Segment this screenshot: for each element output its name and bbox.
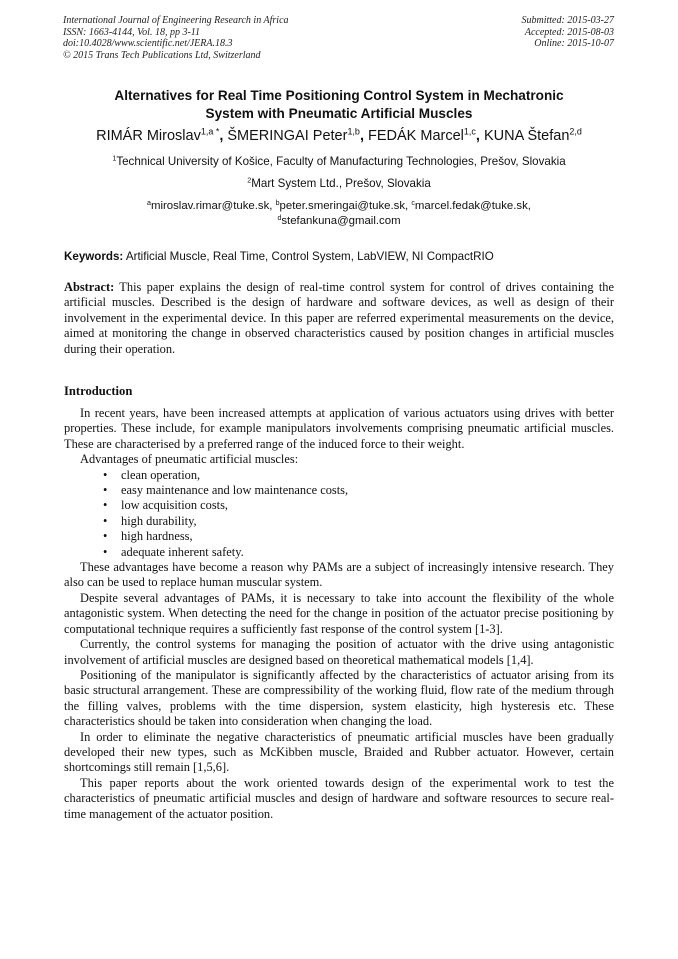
journal-header-right bbox=[522, 15, 615, 50]
email-mark: c bbox=[411, 199, 415, 207]
list-item bbox=[64, 498, 614, 513]
affiliation-mark: 1 bbox=[112, 153, 117, 163]
journal-issn: ISSN: 1663-4144, Vol. 18, pp 3-11 bbox=[63, 26, 201, 38]
author-affiliation-mark: 1,b bbox=[347, 126, 360, 137]
advantages-list bbox=[64, 468, 614, 560]
bullet: • bbox=[103, 529, 108, 544]
online-date: Online: 2015-10-07 bbox=[534, 38, 614, 50]
author-separator: , bbox=[475, 128, 484, 144]
email-address: stefankuna@gmail.com bbox=[281, 215, 401, 227]
author-affiliation-mark: 2,d bbox=[569, 126, 582, 137]
paragraph: Currently, the control systems for managing the position of actuator with the drive using antagonistic involvement of artificial muscles are designed based on theoretical mathematical models [1,4]. bbox=[64, 637, 614, 667]
title-line-1: Alternatives for Real Time Positioning Control System in Mechatronic bbox=[114, 88, 564, 103]
introduction-body bbox=[64, 406, 614, 822]
keywords-text: Artificial Muscle, Real Time, Control System, LabVIEW, NI CompactRIO bbox=[123, 250, 494, 263]
list-item bbox=[64, 483, 614, 498]
email-line-2 bbox=[20, 214, 658, 229]
bullet: • bbox=[103, 544, 108, 559]
email-line-1 bbox=[20, 199, 658, 214]
bullet: • bbox=[103, 467, 108, 482]
paragraph: In order to eliminate the negative characteristics of pneumatic artificial muscles have been gradually developed their new types, such as McKibben muscle, Braided and Rubber actuator. However, certain shortcomings still remain [1,5,6]. bbox=[64, 729, 614, 775]
paragraph: Despite several advantages of PAMs, it is necessary to take into account the flexibility of the whole antagonistic system. When detecting the need for the change in position of the actuator precise positioning by computational technique requires a sufficiently fast response of the control system [1-3]. bbox=[64, 590, 614, 636]
author-name: KUNA Štefan bbox=[483, 128, 570, 144]
bullet: • bbox=[103, 513, 108, 528]
list-item bbox=[64, 468, 614, 483]
author-list bbox=[20, 127, 658, 145]
email-mark: b bbox=[275, 199, 280, 207]
advantages-lead: Advantages of pneumatic artificial muscles: bbox=[80, 452, 299, 467]
list-item-text: adequate inherent safety. bbox=[121, 544, 244, 559]
bullet: • bbox=[103, 483, 108, 498]
keywords-label: Keywords: bbox=[64, 250, 124, 263]
email-address: peter.smeringai@tuke.sk, bbox=[279, 200, 412, 212]
email-mark: a bbox=[147, 199, 151, 207]
list-item bbox=[64, 514, 614, 529]
list-item-text: high durability, bbox=[121, 513, 197, 528]
list-item-text: high hardness, bbox=[121, 529, 193, 544]
keywords bbox=[64, 250, 616, 264]
submitted-date: Submitted: 2015-03-27 bbox=[521, 15, 614, 26]
abstract bbox=[64, 280, 614, 357]
journal-header-left bbox=[63, 15, 289, 61]
affiliation-text: Technical University of Košice, Faculty of Manufacturing Technologies, Prešov, Slovakia bbox=[116, 155, 566, 168]
author-name: FEDÁK Marcel bbox=[368, 128, 464, 144]
journal-name: International Journal of Engineering Research in Africa bbox=[63, 15, 289, 26]
email-address: miroslav.rimar@tuke.sk, bbox=[150, 200, 276, 212]
list-item bbox=[64, 529, 614, 544]
journal-copyright: © 2015 Trans Tech Publications Ltd, Switzerland bbox=[63, 49, 261, 61]
list-item-text: easy maintenance and low maintenance costs, bbox=[121, 483, 349, 498]
bullet: • bbox=[103, 498, 108, 513]
email-address: marcel.fedak@tuke.sk, bbox=[414, 200, 531, 212]
paragraph: Positioning of the manipulator is significantly affected by the characteristics of actuator arising from its basic structural arrangement. These are compressibility of the working fluid, flow rate of the medium through the filling valves, problems with the time dispersion, system elasticity, high hysteresis etc. These characteristics should be taken into consideration when changing the load. bbox=[64, 667, 614, 729]
affiliation-2 bbox=[20, 177, 658, 191]
paragraph: These advantages have become a reason why PAMs are a subject of increasingly intensive research. They also can be used to replace human muscular system. bbox=[64, 560, 614, 590]
author-emails bbox=[20, 199, 658, 229]
email-mark: d bbox=[277, 214, 282, 222]
affiliation-1 bbox=[20, 155, 658, 169]
author-separator: , bbox=[359, 128, 368, 144]
paragraph: In recent years, have been increased attempts at application of various actuators using drives with better properties. These include, for example manipulators involvements comprising pneumatic artificial muscles. These are characterised by a preferred range of the induced force to their weight. bbox=[64, 406, 614, 451]
abstract-text: This paper explains the design of real-time control system for control of drives containing the artificial muscles. Described is the design of hardware and software devices, as well as design of their involvement in the experimental device. In this paper are referred experimental measurements on the device, aimed at monitoring the change in observed characteristics caused by position changes in artificial muscles during their operation. bbox=[64, 280, 614, 356]
paper-title bbox=[40, 87, 638, 123]
author-separator: , bbox=[219, 128, 228, 144]
paragraph: This paper reports about the work oriented towards design of the experimental work to test the characteristics of pneumatic artificial muscles and design of hardware and software resources to secure real-time management of the actuator position. bbox=[64, 775, 614, 821]
list-item-text: low acquisition costs, bbox=[121, 498, 229, 513]
author-name: RIMÁR Miroslav bbox=[96, 128, 201, 144]
abstract-label: Abstract: bbox=[64, 280, 115, 294]
list-item bbox=[64, 545, 614, 560]
list-item-text: clean operation, bbox=[121, 467, 201, 482]
affiliation-text: Mart System Ltd., Prešov, Slovakia bbox=[251, 177, 431, 190]
accepted-date: Accepted: 2015-08-03 bbox=[524, 26, 614, 38]
author-name: ŠMERINGAI Peter bbox=[227, 128, 348, 144]
author-affiliation-mark: 1,c bbox=[463, 126, 476, 137]
title-line-2: System with Pneumatic Artificial Muscles bbox=[205, 106, 473, 121]
journal-doi: doi:10.4028/www.scientific.net/JERA.18.3 bbox=[63, 38, 233, 50]
affiliation-mark: 2 bbox=[247, 175, 252, 185]
author-affiliation-mark: 1,a * bbox=[200, 126, 220, 137]
section-heading-introduction: Introduction bbox=[64, 384, 133, 398]
